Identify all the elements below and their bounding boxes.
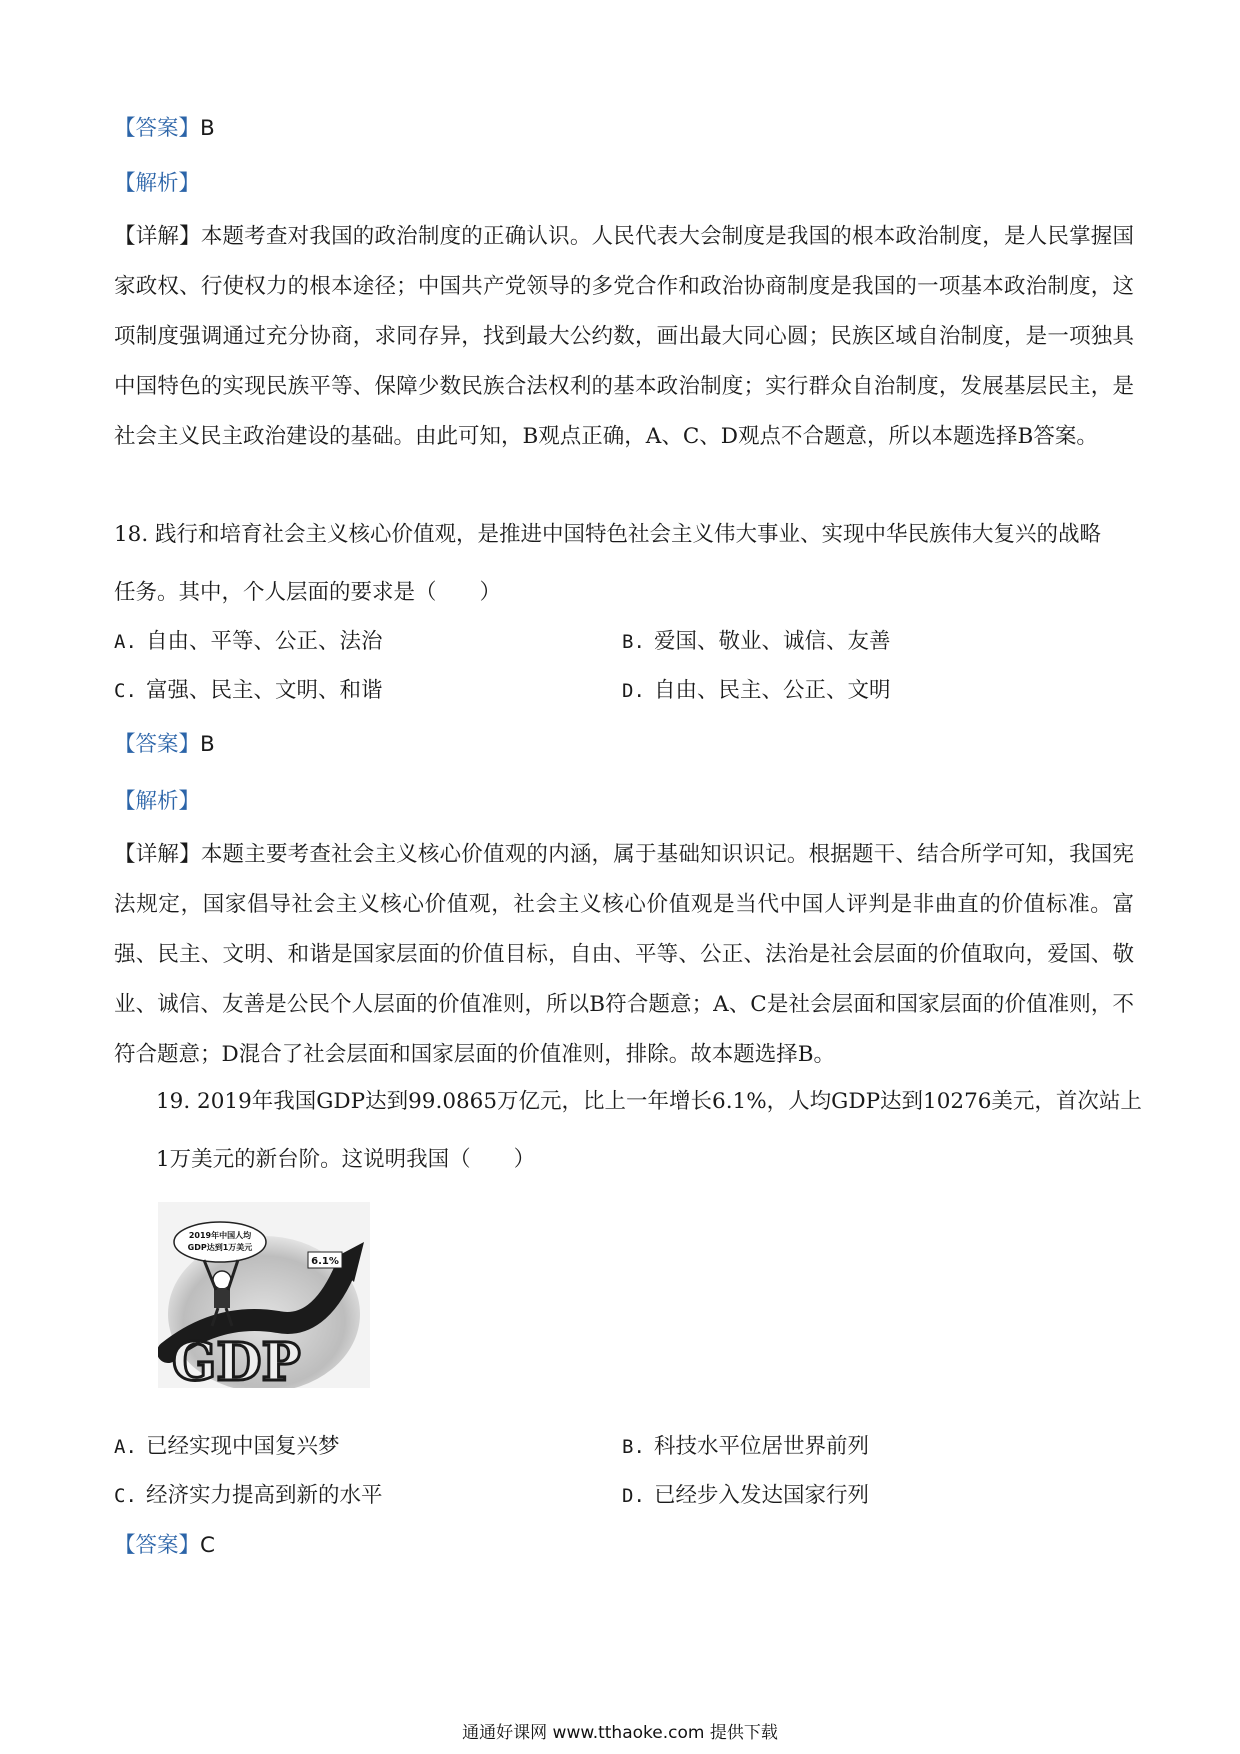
gdp-word: GDP: [172, 1332, 301, 1388]
q19-answer-value: C: [200, 1533, 216, 1558]
q18-answer-value: B: [200, 732, 215, 757]
q18-answer: [114, 730, 1134, 760]
q18-stem-line2: 任务。其中，个人层面的要求是（ ）: [114, 580, 502, 605]
q19-option-d: D. 已经步入发达国家行列: [622, 1483, 870, 1508]
q17-answer: [114, 114, 1134, 144]
q17-answer-value: B: [200, 116, 215, 141]
q18-option-d: D. 自由、民主、公正、文明: [622, 678, 891, 703]
sign-text-line1: 2019年中国人均: [188, 1231, 252, 1240]
q19-option-c: C. 经济实力提高到新的水平: [114, 1483, 383, 1508]
q19-answer-label: 【答案】: [114, 1533, 201, 1558]
q18-option-a: A. 自由、平等、公正、法治: [114, 629, 383, 654]
figure-body: [214, 1288, 230, 1308]
q18-option-c: C. 富强、民主、文明、和谐: [114, 678, 383, 703]
q18-analysis-label: 【解析】: [114, 789, 201, 814]
q17-analysis-label: 【解析】: [114, 171, 201, 196]
q19-option-b: B. 科技水平位居世界前列: [622, 1434, 870, 1459]
gdp-cartoon-illustration: [158, 1202, 370, 1388]
gdp-cartoon-figure: [158, 1202, 370, 1388]
q18-detail: 【详解】本题主要考查社会主义核心价值观的内涵，属于基础知识识记。根据题干、结合所学可知，我国宪法规定，国家倡导社会主义核心价值观，社会主义核心价值观是当代中国人评判是非曲直的价值标准。富强、民主、文明、和谐是国家层面的价值目标，自由、平等、公正、法治是社会层面的价值取向，爱国、敬业、诚信、友善是公民个人层面的价值准则，所以B符合题意；A、C是社会层面和国家层面的价值准则，不符合题意；D混合了社会层面和国家层面的价值准则，排除。故本题选择B。: [114, 842, 1134, 1067]
sign-board: [174, 1222, 266, 1262]
growth-rate-label: 6.1%: [311, 1256, 339, 1267]
q18-answer-label: 【答案】: [114, 732, 201, 757]
q18-stem-line1: 18. 践行和培育社会主义核心价值观，是推进中国特色社会主义伟大事业、实现中华民族伟大复兴的战略: [114, 522, 1102, 547]
q17-answer-label: 【答案】: [114, 116, 201, 141]
q19-stem-line1: 19. 2019年我国GDP达到99.0865万亿元，比上一年增长6.1%，人均GDP达到10276美元，首次站上: [156, 1089, 1142, 1114]
q19-answer: [114, 1531, 1134, 1561]
q19-option-a: A. 已经实现中国复兴梦: [114, 1434, 340, 1459]
q19-stem-line2: 1万美元的新台阶。这说明我国（ ）: [156, 1147, 536, 1172]
q17-detail: 【详解】本题考查对我国的政治制度的正确认识。人民代表大会制度是我国的根本政治制度，是人民掌握国家政权、行使权力的根本途径；中国共产党领导的多党合作和政治协商制度是我国的一项基本政治制度，这项制度强调通过充分协商，求同存异，找到最大公约数，画出最大同心圆；民族区域自治制度，是一项独具中国特色的实现民族平等、保障少数民族合法权利的基本政治制度；实行群众自治制度，发展基层民主，是社会主义民主政治建设的基础。由此可知，B观点正确，A、C、D观点不合题意，所以本题选择B答案。: [114, 224, 1134, 449]
page-footer: 通通好课网 www.tthaoke.com 提供下载: [462, 1723, 778, 1743]
sign-text-line2: GDP达到1万美元: [187, 1243, 253, 1252]
q18-option-b: B. 爱国、敬业、诚信、友善: [622, 629, 891, 654]
